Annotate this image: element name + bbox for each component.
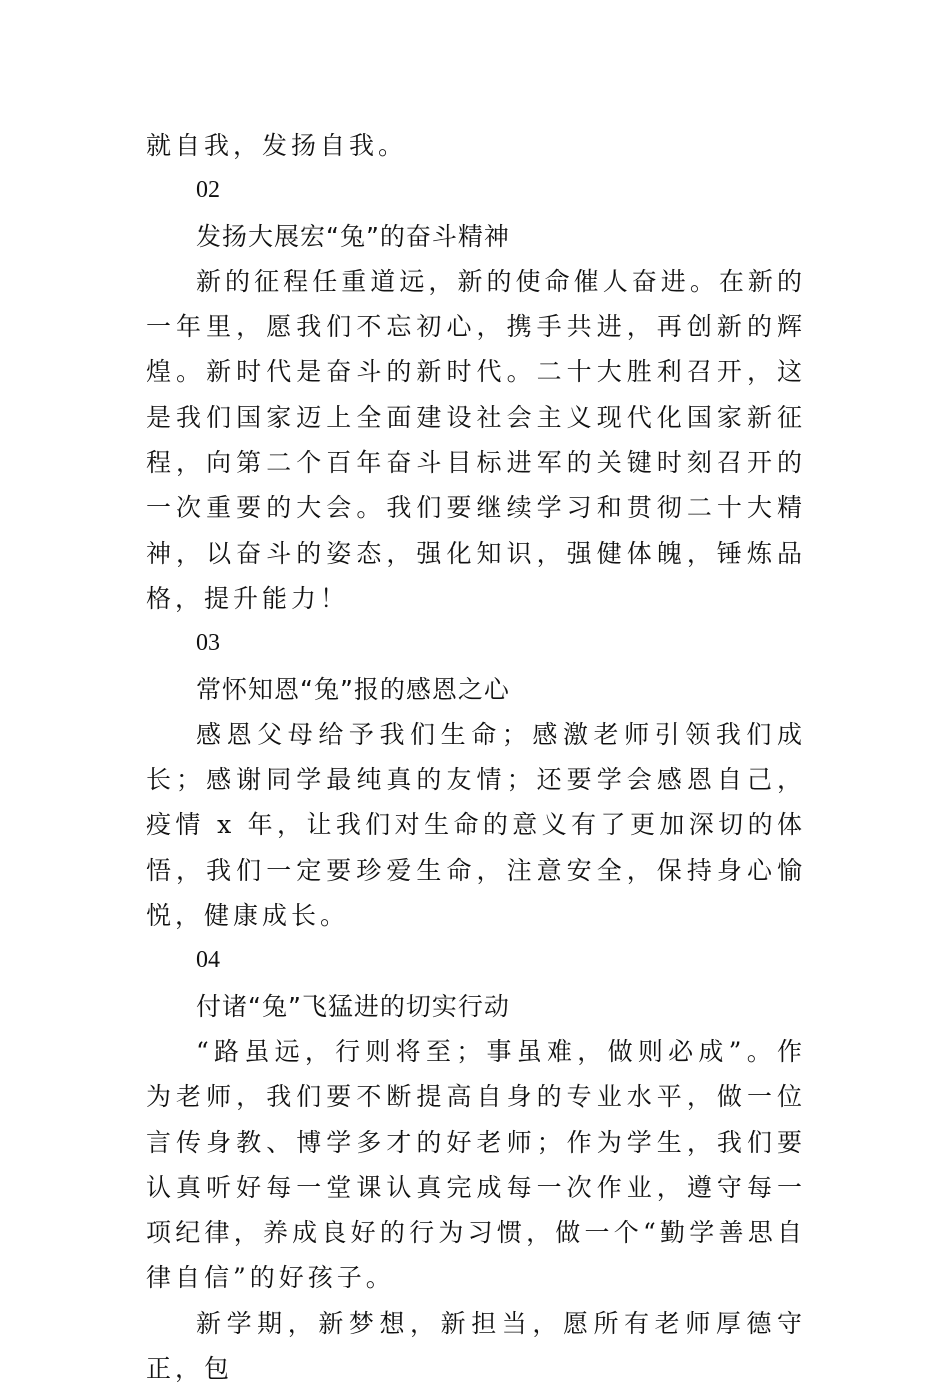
section-paragraph: 感恩父母给予我们生命；感激老师引领我们成长；感谢同学最纯真的友情；还要学会感恩自己，疫情 x 年，让我们对生命的意义有了更加深切的体悟，我们一定要珍爱生命，注意安全，保持身心愉悦，健康成长。	[146, 719, 806, 931]
document-body	[146, 123, 806, 1391]
section-number: 04	[196, 947, 220, 974]
section-paragraph: “路虽远，行则将至；事虽难，做则必成”。作为老师，我们要不断提高自身的专业水平，做一位言传身教、博学多才的好老师；作为学生，我们要认真听好每一堂课认真完成每一次作业，遵守每一项纪律，养成良好的行为习惯，做一个“勤学善思自律自信”的好孩子。	[146, 1036, 806, 1293]
section-number: 03	[196, 630, 220, 657]
section-heading: 常怀知恩“兔”报的感恩之心	[196, 674, 510, 704]
section-number: 02	[196, 177, 220, 204]
opening-fragment: 就自我，发扬自我。	[146, 131, 408, 160]
section-paragraph: 新的征程任重道远，新的使命催人奋进。在新的一年里，愿我们不忘初心，携手共进，再创新的辉煌。新时代是奋斗的新时代。二十大胜利召开，这是我们国家迈上全面建设社会主义现代化国家新征程，向第二个百年奋斗目标进军的关键时刻召开的一次重要的大会。我们要继续学习和贯彻二十大精神，以奋斗的姿态，强化知识，强健体魄，锤炼品格，提升能力！	[146, 266, 806, 613]
section-heading: 发扬大展宏“兔”的奋斗精神	[196, 221, 510, 251]
section-paragraph: 新学期，新梦想，新担当，愿所有老师厚德守正，包	[146, 1308, 806, 1384]
section-heading: 付诸“兔”飞猛进的切实行动	[196, 991, 510, 1021]
